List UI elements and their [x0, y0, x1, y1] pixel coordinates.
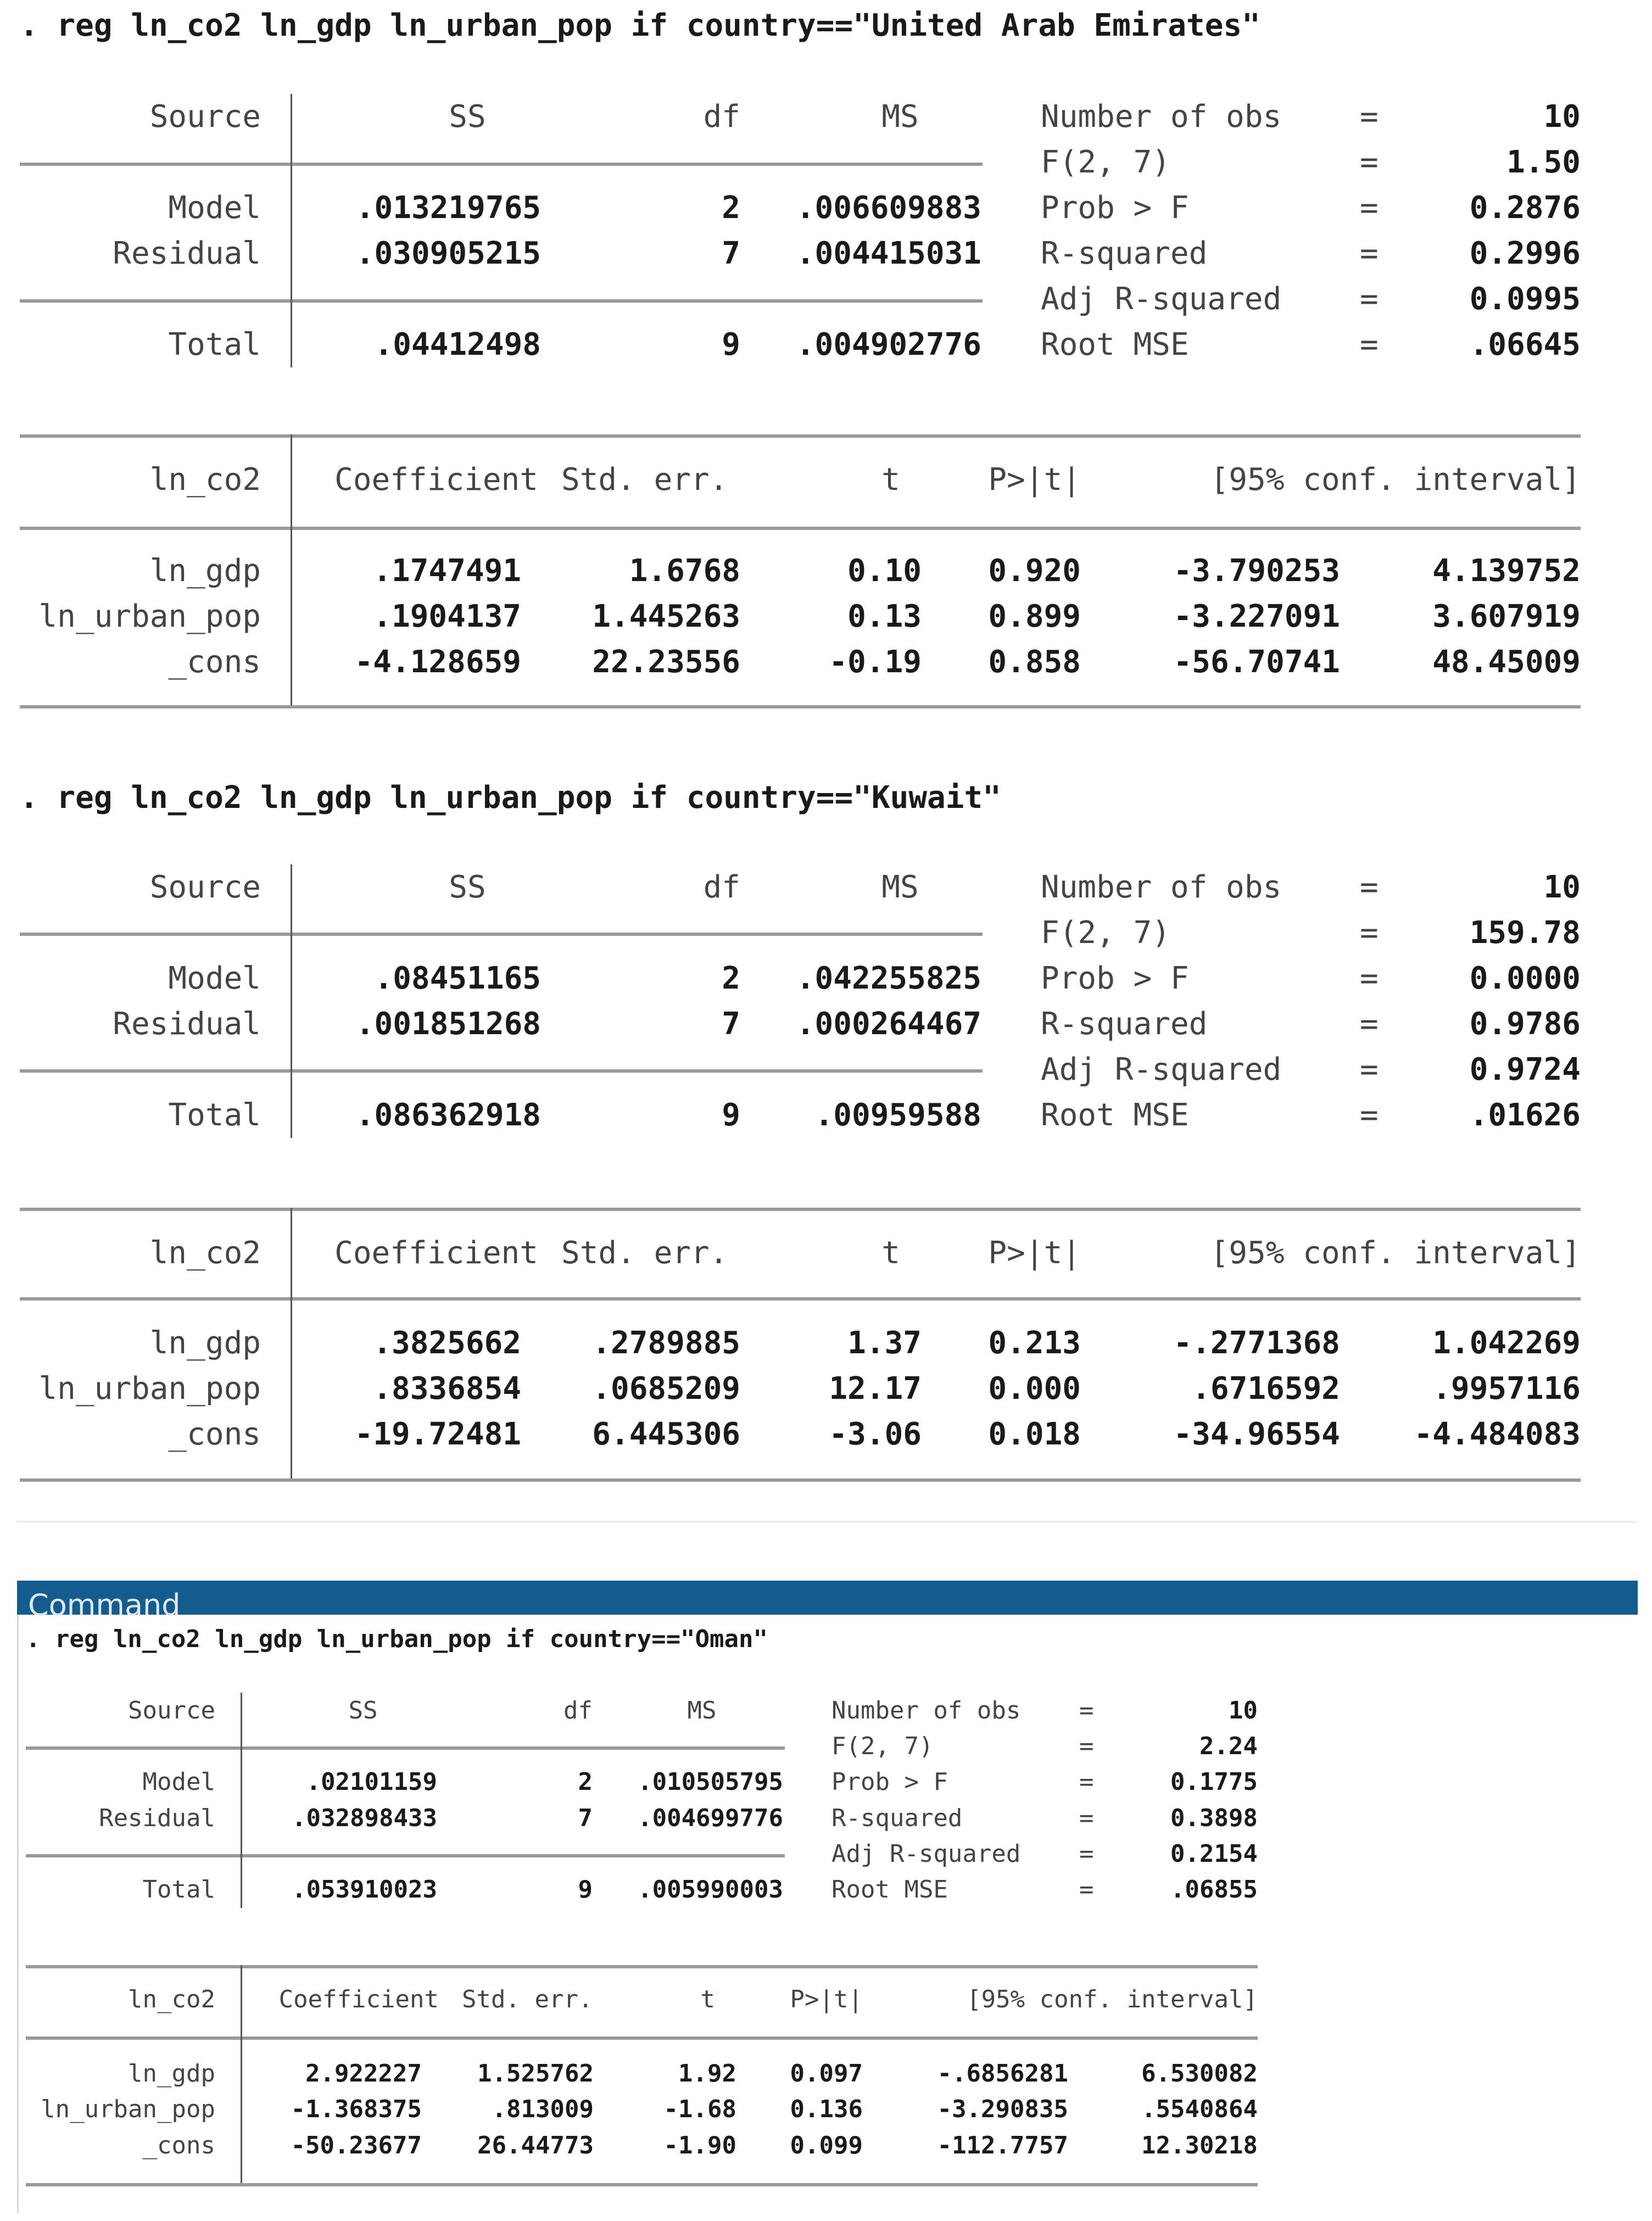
stat-label: F(2, 7) [1041, 915, 1171, 951]
stat-value: .06645 [1469, 327, 1581, 362]
anova-source: Residual [99, 1804, 215, 1832]
coef-stderr: 6.445306 [592, 1416, 740, 1452]
anova-ss: .086362918 [355, 1097, 541, 1133]
coef-rule-mid [20, 1297, 1581, 1301]
coef-value: -4.128659 [354, 644, 521, 680]
stat-value: 0.9724 [1469, 1052, 1581, 1087]
table-column-divider [291, 1208, 292, 1478]
stat-label: Number of obs [1041, 869, 1282, 905]
coef-varname: ln_urban_pop [38, 1371, 261, 1407]
stat-value: 0.3898 [1170, 1804, 1258, 1832]
coef-header-pvalue: P>|t| [988, 1235, 1081, 1271]
coef-rule-bottom [20, 705, 1581, 708]
table-column-divider [241, 1965, 242, 2183]
stat-label: Prob > F [1041, 190, 1189, 226]
stat-equals: = [1360, 1052, 1378, 1087]
coef-header-depvar: ln_co2 [149, 1235, 261, 1271]
anova-rule [20, 1069, 983, 1073]
anova-ms: .004699776 [638, 1804, 783, 1832]
coef-header-depvar: ln_co2 [149, 462, 261, 498]
coef-value: -1.368375 [291, 2095, 422, 2123]
coef-stderr: 1.6768 [629, 553, 740, 589]
stat-label: F(2, 7) [1041, 144, 1171, 180]
stat-equals: = [1079, 1840, 1094, 1868]
coef-header-coefficient: Coefficient [334, 462, 538, 498]
stat-label: Root MSE [1041, 327, 1189, 362]
stat-label: Adj R-squared [1041, 1052, 1282, 1087]
stat-label: Number of obs [831, 1697, 1021, 1725]
coef-ci-high: .5540864 [1141, 2095, 1258, 2123]
coef-ci-high: -4.484083 [1414, 1416, 1581, 1452]
anova-ms: .004415031 [796, 236, 981, 271]
capture-separator [16, 1521, 1637, 1523]
coef-ci-low: -.2771368 [1173, 1325, 1340, 1361]
anova-ms: .005990003 [638, 1876, 783, 1904]
coef-pvalue: 0.097 [790, 2060, 863, 2088]
coef-header-coefficient: Coefficient [334, 1235, 538, 1271]
coef-ci-low: -56.70741 [1173, 644, 1340, 680]
stat-label: Root MSE [831, 1876, 948, 1904]
anova-ms: .010505795 [638, 1768, 783, 1796]
coef-ci-high: 12.30218 [1141, 2131, 1258, 2159]
stat-value: 0.9786 [1469, 1006, 1581, 1042]
anova-df: 9 [578, 1876, 593, 1904]
anova-ms: .00959588 [814, 1097, 981, 1133]
coef-header-t: t [881, 462, 900, 498]
anova-header-ms: MS [881, 99, 919, 135]
coef-value: 2.922227 [305, 2060, 422, 2088]
coef-ci-low: -34.96554 [1173, 1416, 1340, 1452]
anova-ss: .001851268 [355, 1006, 541, 1042]
coef-ci-high: 48.45009 [1432, 644, 1581, 680]
coef-t: 1.37 [847, 1325, 922, 1361]
coef-value: .8336854 [373, 1371, 521, 1407]
coef-value: -50.23677 [291, 2131, 422, 2159]
table-column-divider [291, 94, 292, 367]
coef-stderr: 22.23556 [592, 644, 740, 680]
stat-equals: = [1360, 281, 1378, 317]
anova-ss: .032898433 [292, 1804, 437, 1832]
stat-equals: = [1079, 1876, 1094, 1904]
coef-pvalue: 0.018 [988, 1416, 1081, 1452]
coef-pvalue: 0.000 [988, 1371, 1081, 1407]
coef-rule-mid [26, 2036, 1258, 2040]
stat-equals: = [1360, 869, 1378, 905]
anova-df: 7 [722, 236, 740, 271]
coef-varname: _cons [168, 644, 261, 680]
coef-ci-high: 3.607919 [1432, 599, 1581, 634]
stat-value: 0.2876 [1469, 190, 1581, 226]
stat-equals: = [1360, 190, 1378, 226]
anova-df: 9 [722, 1097, 740, 1133]
anova-source: Model [168, 961, 261, 996]
coef-t: -1.68 [663, 2095, 736, 2123]
anova-ss: .04412498 [374, 327, 541, 362]
anova-ms: .006609883 [796, 190, 981, 226]
stat-label: Adj R-squared [831, 1840, 1021, 1868]
stat-value: 0.2154 [1170, 1840, 1258, 1868]
anova-header-ss: SS [449, 869, 486, 905]
anova-source: Total [142, 1876, 215, 1904]
stat-value: 159.78 [1469, 915, 1581, 951]
stat-value: .06855 [1170, 1876, 1258, 1904]
coef-varname: ln_gdp [128, 2060, 215, 2088]
coef-value: -19.72481 [354, 1416, 521, 1452]
coef-ci-low: -.6856281 [937, 2060, 1068, 2088]
coef-header-depvar: ln_co2 [128, 1985, 215, 2013]
anova-ss: .02101159 [306, 1768, 437, 1796]
stat-value: 0.2996 [1469, 236, 1581, 271]
stat-value: 1.50 [1506, 144, 1581, 180]
coef-t: 1.92 [678, 2060, 736, 2088]
coef-rule-bottom [26, 2183, 1258, 2186]
coef-header-ci: [95% conf. interval] [1210, 462, 1581, 498]
anova-df: 9 [722, 327, 740, 362]
coef-t: -0.19 [829, 644, 922, 680]
coef-t: 0.10 [847, 553, 922, 589]
stat-value: 0.0000 [1469, 961, 1581, 996]
coef-ci-low: .6716592 [1192, 1371, 1340, 1407]
coef-pvalue: 0.213 [988, 1325, 1081, 1361]
anova-rule [20, 933, 983, 936]
anova-source: Model [168, 190, 261, 226]
stat-label: Number of obs [1041, 99, 1282, 135]
anova-header-source: Source [149, 869, 261, 905]
stat-equals: = [1079, 1732, 1094, 1760]
coef-header-coefficient: Coefficient [278, 1985, 439, 2013]
command-line: . reg ln_co2 ln_gdp ln_urban_pop if country=="United Arab Emirates" [20, 8, 1260, 43]
command-line: . reg ln_co2 ln_gdp ln_urban_pop if country=="Oman" [26, 1625, 768, 1653]
coef-stderr: .0685209 [592, 1371, 740, 1407]
coef-header-stderr: Std. err. [561, 462, 728, 498]
stat-equals: = [1360, 1006, 1378, 1042]
anova-ms: .000264467 [796, 1006, 981, 1042]
stat-label: R-squared [1041, 1006, 1208, 1042]
anova-header-ss: SS [449, 99, 486, 135]
anova-rule [20, 163, 983, 166]
coef-ci-low: -3.790253 [1173, 553, 1340, 589]
stat-label: F(2, 7) [831, 1732, 934, 1760]
coef-t: -1.90 [663, 2131, 736, 2159]
anova-source: Residual [113, 1006, 261, 1042]
stat-label: R-squared [1041, 236, 1208, 271]
coef-ci-low: -3.290835 [937, 2095, 1068, 2123]
anova-header-ms: MS [881, 869, 919, 905]
stat-label: R-squared [831, 1804, 963, 1832]
stat-label: Prob > F [1041, 961, 1189, 996]
stat-value: 2.24 [1199, 1732, 1258, 1760]
coef-rule-top [26, 1965, 1258, 1968]
coef-stderr: 26.44773 [477, 2131, 594, 2159]
coef-rule-top [20, 1208, 1581, 1211]
coef-value: .1904137 [373, 599, 521, 634]
anova-df: 2 [722, 190, 740, 226]
coef-header-pvalue: P>|t| [790, 1985, 863, 2013]
coef-pvalue: 0.858 [988, 644, 1081, 680]
stat-equals: = [1079, 1804, 1094, 1832]
coef-varname: ln_gdp [149, 553, 261, 589]
coef-header-t: t [881, 1235, 900, 1271]
panel-border [17, 1615, 19, 2213]
stat-label: Prob > F [831, 1768, 948, 1796]
command-panel-label: Command [28, 1588, 181, 1622]
coef-header-t: t [700, 1985, 715, 2013]
stat-label: Root MSE [1041, 1097, 1189, 1133]
coef-value: .1747491 [373, 553, 521, 589]
stat-value: 10 [1543, 869, 1581, 905]
stat-equals: = [1360, 327, 1378, 362]
stat-equals: = [1360, 144, 1378, 180]
anova-df: 2 [722, 961, 740, 996]
anova-df: 7 [578, 1804, 593, 1832]
coef-header-ci: [95% conf. interval] [967, 1985, 1258, 2013]
coef-varname: _cons [168, 1416, 261, 1452]
anova-ss: .030905215 [355, 236, 541, 271]
stat-value: .01626 [1469, 1097, 1581, 1133]
coef-t: 0.13 [847, 599, 922, 634]
stat-value: 10 [1229, 1697, 1258, 1725]
coef-ci-low: -3.227091 [1173, 599, 1340, 634]
stat-equals: = [1360, 915, 1378, 951]
command-panel-titlebar[interactable] [17, 1581, 1638, 1622]
coef-rule-top [20, 434, 1581, 438]
coef-t: 12.17 [829, 1371, 922, 1407]
anova-header-df: df [563, 1697, 593, 1725]
stat-equals: = [1360, 1097, 1378, 1133]
anova-header-source: Source [149, 99, 261, 135]
coef-varname: ln_urban_pop [38, 599, 261, 634]
coef-rule-mid [20, 527, 1581, 530]
anova-rule [20, 299, 983, 303]
coef-header-pvalue: P>|t| [988, 462, 1081, 498]
anova-source: Total [168, 327, 261, 362]
anova-df: 2 [578, 1768, 593, 1796]
coef-ci-high: 1.042269 [1432, 1325, 1581, 1361]
table-column-divider [291, 434, 292, 705]
coef-stderr: 1.525762 [477, 2060, 594, 2088]
anova-source: Model [142, 1768, 215, 1796]
coef-stderr: .813009 [492, 2095, 594, 2123]
coef-varname: ln_urban_pop [41, 2095, 215, 2123]
coef-varname: _cons [142, 2131, 215, 2159]
anova-ss: .08451165 [374, 961, 541, 996]
stat-value: 10 [1543, 99, 1581, 135]
coef-stderr: 1.445263 [592, 599, 740, 634]
anova-ms: .042255825 [796, 961, 981, 996]
stat-equals: = [1079, 1768, 1094, 1796]
stat-equals: = [1360, 961, 1378, 996]
coef-header-stderr: Std. err. [462, 1985, 593, 2013]
coef-ci-high: 4.139752 [1432, 553, 1581, 589]
coef-pvalue: 0.920 [988, 553, 1081, 589]
anova-ss: .013219765 [355, 190, 541, 226]
coef-header-stderr: Std. err. [561, 1235, 728, 1271]
table-column-divider [291, 864, 292, 1138]
table-column-divider [241, 1693, 242, 1908]
anova-ms: .004902776 [796, 327, 981, 362]
anova-df: 7 [722, 1006, 740, 1042]
anova-source: Total [168, 1097, 261, 1133]
stat-equals: = [1079, 1697, 1094, 1725]
anova-header-df: df [703, 869, 740, 905]
coef-pvalue: 0.899 [988, 599, 1081, 634]
coef-pvalue: 0.136 [790, 2095, 863, 2123]
anova-source: Residual [113, 236, 261, 271]
anova-header-df: df [703, 99, 740, 135]
stat-value: 0.1775 [1170, 1768, 1258, 1796]
anova-header-source: Source [128, 1697, 215, 1725]
stat-equals: = [1360, 99, 1378, 135]
coef-ci-high: 6.530082 [1141, 2060, 1258, 2088]
coef-rule-bottom [20, 1478, 1581, 1482]
coef-pvalue: 0.099 [790, 2131, 863, 2159]
coef-varname: ln_gdp [149, 1325, 261, 1361]
command-line: . reg ln_co2 ln_gdp ln_urban_pop if country=="Kuwait" [20, 780, 1001, 816]
anova-ss: .053910023 [292, 1876, 437, 1904]
anova-header-ss: SS [348, 1697, 378, 1725]
coef-ci-low: -112.7757 [937, 2131, 1068, 2159]
anova-header-ms: MS [687, 1697, 717, 1725]
coef-header-ci: [95% conf. interval] [1210, 1235, 1581, 1271]
stat-label: Adj R-squared [1041, 281, 1282, 317]
coef-value: .3825662 [373, 1325, 521, 1361]
coef-stderr: .2789885 [592, 1325, 740, 1361]
stat-equals: = [1360, 236, 1378, 271]
stat-value: 0.0995 [1469, 281, 1581, 317]
coef-ci-high: .9957116 [1432, 1371, 1581, 1407]
coef-t: -3.06 [829, 1416, 922, 1452]
